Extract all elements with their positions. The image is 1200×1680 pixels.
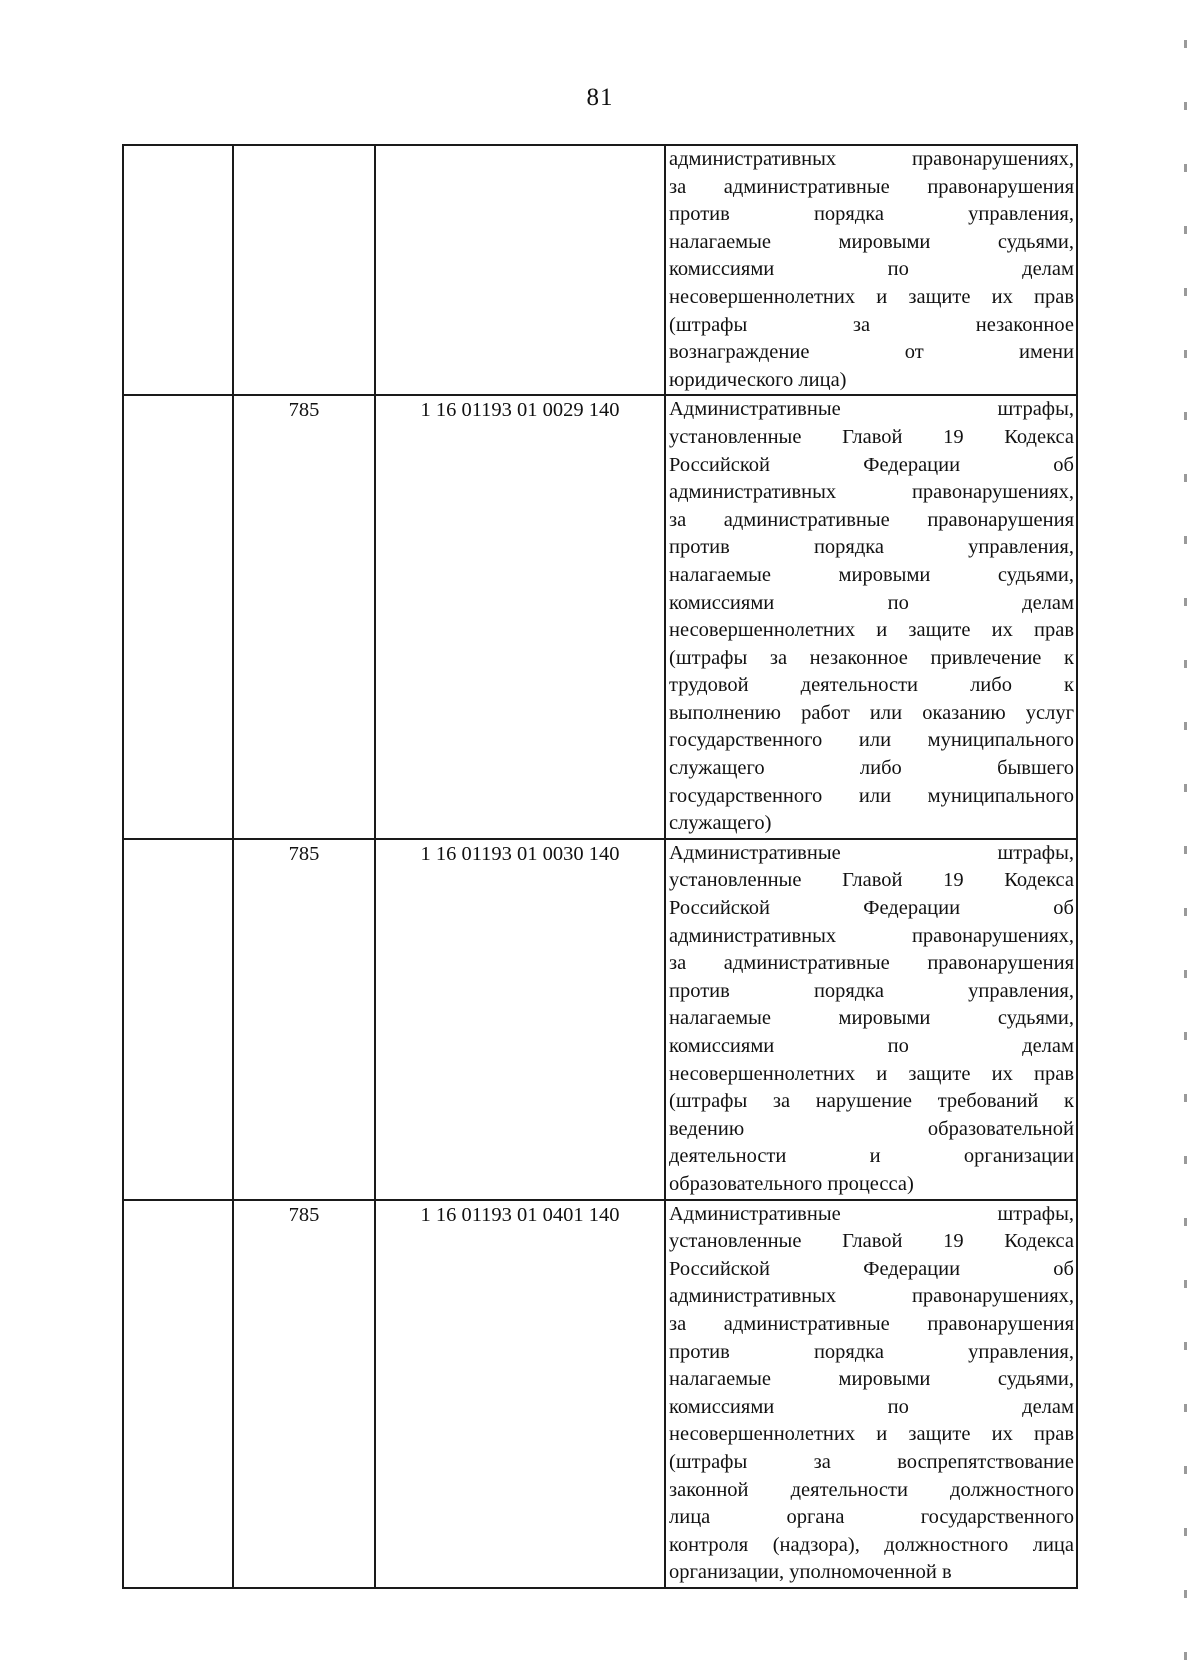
- description-line: комиссиями по делам: [669, 591, 1074, 614]
- empty-cell: [123, 395, 233, 839]
- description-line: Административные штрафы,: [669, 841, 1074, 864]
- description-line: комиссиями по делам: [669, 1035, 1074, 1057]
- description-line: налагаемые мировыми судьями,: [669, 1007, 1074, 1030]
- description-line: налагаемые мировыми судьями,: [669, 1368, 1074, 1391]
- description-line: (штрафы за незаконное: [669, 313, 1074, 336]
- description-line: государственного или муниципального: [669, 784, 1074, 807]
- description-line: (штрафы за воспрепятствование: [669, 1450, 1074, 1473]
- description-cell: [665, 395, 1077, 839]
- edge-mark: [1184, 722, 1187, 730]
- description-line: несовершеннолетних и защите их прав: [669, 285, 1074, 308]
- budget-classification-table: [122, 144, 1078, 1589]
- table-row: [123, 145, 1077, 395]
- description-line: Российской Федерации об: [669, 453, 1074, 476]
- description-line: (штрафы за незаконное привлечение к: [669, 646, 1074, 669]
- edge-mark: [1184, 536, 1187, 544]
- description-line: несовершеннолетних и защите их прав: [669, 1423, 1074, 1446]
- admin-code-cell: [233, 145, 375, 395]
- description-cell: [665, 1200, 1077, 1588]
- description-line: комиссиями по делам: [669, 1395, 1074, 1418]
- description-line: выполнению работ или оказанию услуг: [669, 701, 1074, 724]
- description-line: образовательного процесса): [669, 1172, 914, 1195]
- description-line: государственного или муниципального: [669, 729, 1074, 752]
- edge-mark: [1184, 1156, 1187, 1164]
- description-line: против порядка управления,: [669, 1340, 1074, 1363]
- edge-mark: [1184, 1342, 1187, 1350]
- description-line: комиссиями по делам: [669, 258, 1074, 281]
- description-line: трудовой деятельности либо к: [669, 674, 1074, 697]
- edge-mark: [1184, 1528, 1187, 1536]
- description-line: за административные правонарушения: [669, 508, 1074, 531]
- edge-mark: [1184, 1032, 1187, 1040]
- edge-mark: [1184, 412, 1187, 420]
- kbk-code-cell: 1 16 01193 01 0029 140: [375, 395, 665, 839]
- description-line: контроля (надзора), должностного лица: [669, 1533, 1074, 1556]
- description-line: налагаемые мировыми судьями,: [669, 230, 1074, 253]
- edge-mark: [1184, 1280, 1187, 1288]
- description-line: административных правонарушениях,: [669, 1285, 1074, 1308]
- edge-mark: [1184, 164, 1187, 172]
- edge-mark: [1184, 784, 1187, 792]
- admin-code-cell: 785: [233, 395, 375, 839]
- description-line: ведению образовательной: [669, 1117, 1074, 1140]
- description-line: (штрафы за нарушение требований к: [669, 1090, 1074, 1113]
- edge-mark: [1184, 1652, 1187, 1660]
- edge-mark: [1184, 1218, 1187, 1226]
- kbk-code-cell: 1 16 01193 01 0401 140: [375, 1200, 665, 1588]
- description-line: законной деятельности должностного: [669, 1478, 1074, 1501]
- description-line: за административные правонарушения: [669, 175, 1074, 198]
- description-line: против порядка управления,: [669, 536, 1074, 559]
- scan-edge-marks: [1184, 0, 1190, 1680]
- description-line: вознаграждение от имени: [669, 341, 1074, 364]
- description-line: Административные штрафы,: [669, 1202, 1074, 1225]
- edge-mark: [1184, 1094, 1187, 1102]
- edge-mark: [1184, 1466, 1187, 1474]
- description-line: за административные правонарушения: [669, 952, 1074, 975]
- description-line: административных правонарушениях,: [669, 148, 1074, 170]
- admin-code-cell: 785: [233, 839, 375, 1200]
- edge-mark: [1184, 846, 1187, 854]
- edge-mark: [1184, 598, 1187, 606]
- table-row: [123, 839, 1077, 1200]
- page-number: 81: [586, 84, 614, 111]
- description-line: несовершеннолетних и защите их прав: [669, 1062, 1074, 1085]
- kbk-code-cell: [375, 145, 665, 395]
- empty-cell: [123, 1200, 233, 1588]
- edge-mark: [1184, 102, 1187, 110]
- description-line: лица органа государственного: [669, 1506, 1074, 1529]
- edge-mark: [1184, 226, 1187, 234]
- edge-mark: [1184, 40, 1187, 48]
- description-line: установленные Главой 19 Кодекса: [669, 869, 1074, 892]
- edge-mark: [1184, 350, 1187, 358]
- kbk-code-cell: 1 16 01193 01 0030 140: [375, 839, 665, 1200]
- edge-mark: [1184, 1590, 1187, 1598]
- description-line: против порядка управления,: [669, 979, 1074, 1002]
- description-line: против порядка управления,: [669, 203, 1074, 226]
- description-line: организации, уполномоченной в: [669, 1561, 952, 1584]
- table-row: [123, 1200, 1077, 1588]
- description-line: установленные Главой 19 Кодекса: [669, 1230, 1074, 1253]
- description-line: за административные правонарушения: [669, 1312, 1074, 1335]
- edge-mark: [1184, 474, 1187, 482]
- description-line: административных правонарушениях,: [669, 924, 1074, 947]
- description-line: деятельности и организации: [669, 1145, 1074, 1168]
- description-line: установленные Главой 19 Кодекса: [669, 425, 1074, 448]
- description-line: Российской Федерации об: [669, 1257, 1074, 1280]
- description-line: налагаемые мировыми судьями,: [669, 563, 1074, 586]
- empty-cell: [123, 145, 233, 395]
- description-cell: [665, 145, 1077, 395]
- edge-mark: [1184, 660, 1187, 668]
- description-line: служащего): [669, 812, 772, 835]
- edge-mark: [1184, 908, 1187, 916]
- edge-mark: [1184, 288, 1187, 296]
- description-line: служащего либо бывшего: [669, 757, 1074, 780]
- description-line: несовершеннолетних и защите их прав: [669, 619, 1074, 642]
- table-row: [123, 395, 1077, 839]
- admin-code-cell: 785: [233, 1200, 375, 1588]
- edge-mark: [1184, 1404, 1187, 1412]
- edge-mark: [1184, 970, 1187, 978]
- description-line: Административные штрафы,: [669, 398, 1074, 421]
- description-line: административных правонарушениях,: [669, 481, 1074, 504]
- empty-cell: [123, 839, 233, 1200]
- description-line: юридического лица): [669, 368, 847, 391]
- description-line: Российской Федерации об: [669, 897, 1074, 920]
- description-cell: [665, 839, 1077, 1200]
